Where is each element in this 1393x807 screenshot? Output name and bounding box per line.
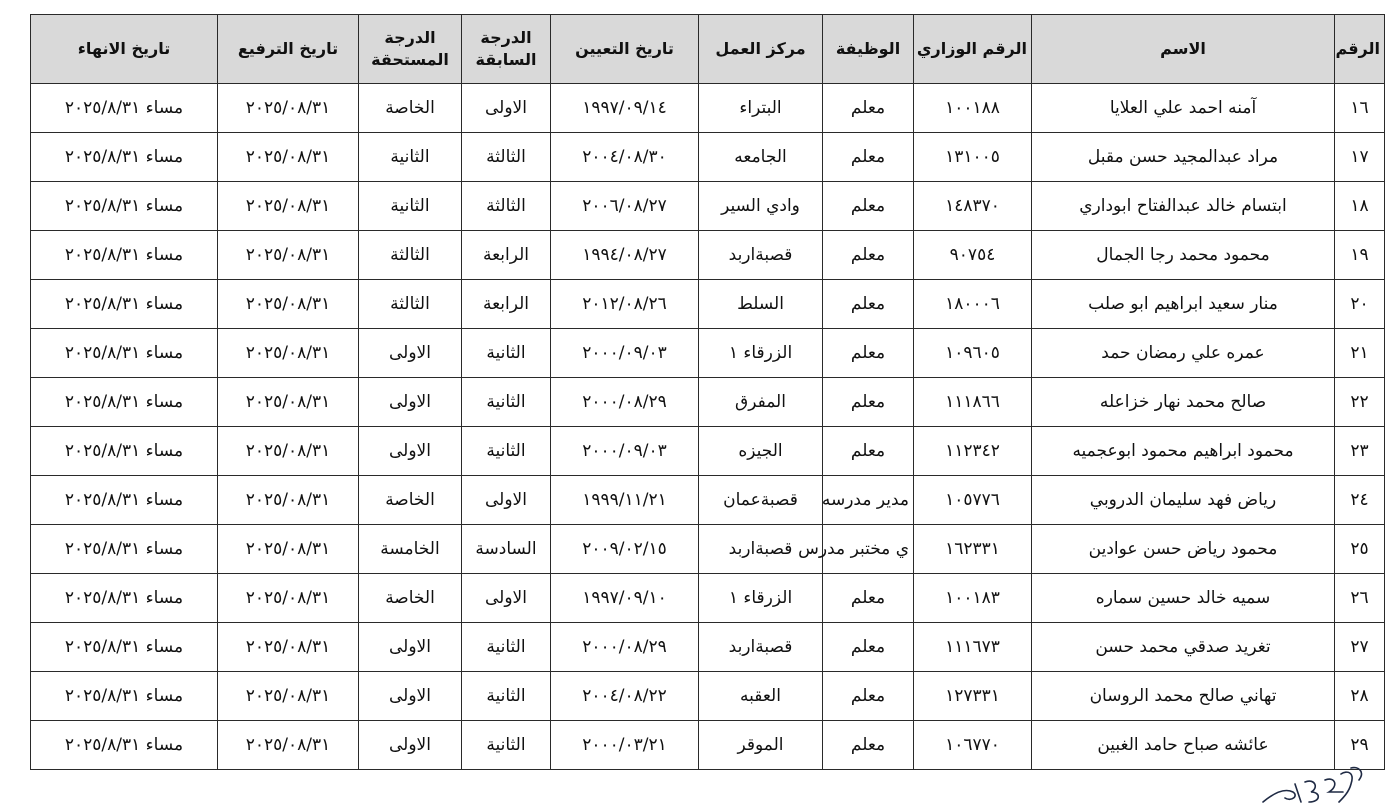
row-end-date: مساء ٢٠٢٥/٨/٣١ xyxy=(31,231,218,280)
row-ministry-no: ١٠٦٧٧٠ xyxy=(914,721,1032,770)
row-ministry-no: ١٠٠١٨٨ xyxy=(914,84,1032,133)
row-job: معلم xyxy=(823,84,914,133)
table-row xyxy=(31,231,1385,280)
row-ministry-no: ١٠٠١٨٣ xyxy=(914,574,1032,623)
row-prev-grade: الثانية xyxy=(462,329,551,378)
row-job: معلم xyxy=(823,133,914,182)
row-promotion-date: ٢٠٢٥/٠٨/٣١ xyxy=(218,329,359,378)
table-header-row xyxy=(31,15,1385,84)
row-promotion-date: ٢٠٢٥/٠٨/٣١ xyxy=(218,672,359,721)
row-due-grade: الاولى xyxy=(359,721,462,770)
row-promotion-date: ٢٠٢٥/٠٨/٣١ xyxy=(218,476,359,525)
row-promotion-date: ٢٠٢٥/٠٨/٣١ xyxy=(218,280,359,329)
row-appointment-date: ٢٠٠٠/٠٩/٠٣ xyxy=(551,329,699,378)
table-row xyxy=(31,525,1385,574)
row-prev-grade: الثانية xyxy=(462,721,551,770)
row-name: عائشه صباح حامد الغبين xyxy=(1032,721,1335,770)
row-due-grade: الاولى xyxy=(359,623,462,672)
row-num: ٢٣ xyxy=(1335,427,1385,476)
table-row xyxy=(31,623,1385,672)
row-num: ١٨ xyxy=(1335,182,1385,231)
table-row xyxy=(31,182,1385,231)
row-name: ابتسام خالد عبدالفتاح ابوداري xyxy=(1032,182,1335,231)
row-appointment-date: ٢٠١٢/٠٨/٢٦ xyxy=(551,280,699,329)
row-due-grade: الخامسة xyxy=(359,525,462,574)
row-ministry-no: ٩٠٧٥٤ xyxy=(914,231,1032,280)
row-name: مراد عبدالمجيد حسن مقبل xyxy=(1032,133,1335,182)
row-work-center: الزرقاء ١ xyxy=(699,574,823,623)
row-name: محمود ابراهيم محمود ابوعجميه xyxy=(1032,427,1335,476)
row-job: معلم xyxy=(823,231,914,280)
row-work-center: الجامعه xyxy=(699,133,823,182)
row-work-center: قصبةعمان xyxy=(699,476,823,525)
row-prev-grade: الثانية xyxy=(462,378,551,427)
row-num: ١٦ xyxy=(1335,84,1385,133)
row-promotion-date: ٢٠٢٥/٠٨/٣١ xyxy=(218,623,359,672)
row-name: تهاني صالح محمد الروسان xyxy=(1032,672,1335,721)
row-due-grade: الثانية xyxy=(359,133,462,182)
row-due-grade: الثانية xyxy=(359,182,462,231)
row-num: ٢٠ xyxy=(1335,280,1385,329)
row-work-center: الجيزه xyxy=(699,427,823,476)
row-num: ١٩ xyxy=(1335,231,1385,280)
row-name: رياض فهد سليمان الدروبي xyxy=(1032,476,1335,525)
signature-icon xyxy=(1255,762,1375,806)
row-end-date: مساء ٢٠٢٥/٨/٣١ xyxy=(31,280,218,329)
row-prev-grade: الاولى xyxy=(462,84,551,133)
row-appointment-date: ١٩٩٤/٠٨/٢٧ xyxy=(551,231,699,280)
header-num: الرقم xyxy=(1335,15,1385,84)
table-row xyxy=(31,672,1385,721)
row-job: معلم xyxy=(823,427,914,476)
table-row xyxy=(31,721,1385,770)
row-due-grade: الثالثة xyxy=(359,280,462,329)
row-job: معلم xyxy=(823,378,914,427)
row-appointment-date: ٢٠٠٩/٠٢/١٥ xyxy=(551,525,699,574)
table-body xyxy=(31,84,1385,770)
row-job: ي مختبر مدرس xyxy=(823,525,914,574)
row-prev-grade: الثانية xyxy=(462,427,551,476)
row-prev-grade: الرابعة xyxy=(462,231,551,280)
row-num: ٢٨ xyxy=(1335,672,1385,721)
row-ministry-no: ١١١٨٦٦ xyxy=(914,378,1032,427)
row-prev-grade: السادسة xyxy=(462,525,551,574)
row-work-center: الزرقاء ١ xyxy=(699,329,823,378)
header-prev-grade: الدرجة السابقة xyxy=(462,15,551,84)
row-work-center: وادي السير xyxy=(699,182,823,231)
row-num: ٢٤ xyxy=(1335,476,1385,525)
row-name: عمره علي رمضان حمد xyxy=(1032,329,1335,378)
header-work-center: مركز العمل xyxy=(699,15,823,84)
row-ministry-no: ١٤٨٣٧٠ xyxy=(914,182,1032,231)
row-end-date: مساء ٢٠٢٥/٨/٣١ xyxy=(31,133,218,182)
header-ministry-no: الرقم الوزاري xyxy=(914,15,1032,84)
table-row xyxy=(31,84,1385,133)
row-appointment-date: ٢٠٠٠/٠٣/٢١ xyxy=(551,721,699,770)
row-work-center: قصبةاربد xyxy=(699,231,823,280)
row-end-date: مساء ٢٠٢٥/٨/٣١ xyxy=(31,721,218,770)
row-appointment-date: ٢٠٠٠/٠٨/٢٩ xyxy=(551,623,699,672)
table-row xyxy=(31,427,1385,476)
row-prev-grade: الثالثة xyxy=(462,182,551,231)
header-promotion-date: تاريخ الترفيع xyxy=(218,15,359,84)
row-job: معلم xyxy=(823,672,914,721)
row-job: مدير مدرسه xyxy=(823,476,914,525)
row-name: محمود محمد رجا الجمال xyxy=(1032,231,1335,280)
row-job: معلم xyxy=(823,623,914,672)
row-due-grade: الثالثة xyxy=(359,231,462,280)
row-appointment-date: ١٩٩٧/٠٩/١٠ xyxy=(551,574,699,623)
row-num: ٢٩ xyxy=(1335,721,1385,770)
row-promotion-date: ٢٠٢٥/٠٨/٣١ xyxy=(218,721,359,770)
row-name: منار سعيد ابراهيم ابو صلب xyxy=(1032,280,1335,329)
row-ministry-no: ١٢٧٣٣١ xyxy=(914,672,1032,721)
row-num: ٢٧ xyxy=(1335,623,1385,672)
row-end-date: مساء ٢٠٢٥/٨/٣١ xyxy=(31,182,218,231)
header-end-date: تاريخ الانهاء xyxy=(31,15,218,84)
row-end-date: مساء ٢٠٢٥/٨/٣١ xyxy=(31,427,218,476)
row-job: معلم xyxy=(823,182,914,231)
row-job: معلم xyxy=(823,721,914,770)
row-due-grade: الاولى xyxy=(359,672,462,721)
row-name: صالح محمد نهار خزاعله xyxy=(1032,378,1335,427)
row-num: ١٧ xyxy=(1335,133,1385,182)
header-name: الاسم xyxy=(1032,15,1335,84)
row-name: آمنه احمد علي العلايا xyxy=(1032,84,1335,133)
row-work-center: قصبةاربد xyxy=(699,623,823,672)
row-prev-grade: الاولى xyxy=(462,574,551,623)
table-row xyxy=(31,280,1385,329)
row-prev-grade: الرابعة xyxy=(462,280,551,329)
row-ministry-no: ١٦٢٣٣١ xyxy=(914,525,1032,574)
row-work-center: العقبه xyxy=(699,672,823,721)
row-job: معلم xyxy=(823,329,914,378)
row-prev-grade: الثانية xyxy=(462,623,551,672)
promotions-table xyxy=(30,14,1385,770)
row-due-grade: الاولى xyxy=(359,329,462,378)
header-appointment-date: تاريخ التعيين xyxy=(551,15,699,84)
row-end-date: مساء ٢٠٢٥/٨/٣١ xyxy=(31,378,218,427)
row-ministry-no: ١٣١٠٠٥ xyxy=(914,133,1032,182)
row-name: تغريد صدقي محمد حسن xyxy=(1032,623,1335,672)
row-name: محمود رياض حسن عوادين xyxy=(1032,525,1335,574)
row-num: ٢١ xyxy=(1335,329,1385,378)
row-appointment-date: ١٩٩٩/١١/٢١ xyxy=(551,476,699,525)
row-job: معلم xyxy=(823,574,914,623)
row-work-center: الموقر xyxy=(699,721,823,770)
row-work-center: البتراء xyxy=(699,84,823,133)
row-due-grade: الخاصة xyxy=(359,476,462,525)
row-promotion-date: ٢٠٢٥/٠٨/٣١ xyxy=(218,574,359,623)
row-due-grade: الخاصة xyxy=(359,574,462,623)
row-name: سميه خالد حسين سماره xyxy=(1032,574,1335,623)
row-ministry-no: ١٨٠٠٠٦ xyxy=(914,280,1032,329)
row-promotion-date: ٢٠٢٥/٠٨/٣١ xyxy=(218,84,359,133)
row-end-date: مساء ٢٠٢٥/٨/٣١ xyxy=(31,84,218,133)
row-job: معلم xyxy=(823,280,914,329)
row-num: ٢٦ xyxy=(1335,574,1385,623)
table-row xyxy=(31,476,1385,525)
row-promotion-date: ٢٠٢٥/٠٨/٣١ xyxy=(218,427,359,476)
row-appointment-date: ٢٠٠٠/٠٩/٠٣ xyxy=(551,427,699,476)
row-work-center: المفرق xyxy=(699,378,823,427)
row-ministry-no: ١١١٦٧٣ xyxy=(914,623,1032,672)
header-due-grade: الدرجة المستحقة xyxy=(359,15,462,84)
row-promotion-date: ٢٠٢٥/٠٨/٣١ xyxy=(218,182,359,231)
row-promotion-date: ٢٠٢٥/٠٨/٣١ xyxy=(218,525,359,574)
row-due-grade: الخاصة xyxy=(359,84,462,133)
row-ministry-no: ١٠٥٧٧٦ xyxy=(914,476,1032,525)
row-due-grade: الاولى xyxy=(359,378,462,427)
row-appointment-date: ١٩٩٧/٠٩/١٤ xyxy=(551,84,699,133)
table-row xyxy=(31,378,1385,427)
header-job: الوظيفة xyxy=(823,15,914,84)
row-due-grade: الاولى xyxy=(359,427,462,476)
row-work-center: السلط xyxy=(699,280,823,329)
row-end-date: مساء ٢٠٢٥/٨/٣١ xyxy=(31,672,218,721)
row-appointment-date: ٢٠٠٤/٠٨/٢٢ xyxy=(551,672,699,721)
table-row xyxy=(31,574,1385,623)
row-work-center: قصبةاربد xyxy=(699,525,823,574)
row-end-date: مساء ٢٠٢٥/٨/٣١ xyxy=(31,525,218,574)
row-end-date: مساء ٢٠٢٥/٨/٣١ xyxy=(31,476,218,525)
row-appointment-date: ٢٠٠٦/٠٨/٢٧ xyxy=(551,182,699,231)
row-prev-grade: الثانية xyxy=(462,672,551,721)
row-promotion-date: ٢٠٢٥/٠٨/٣١ xyxy=(218,133,359,182)
row-end-date: مساء ٢٠٢٥/٨/٣١ xyxy=(31,574,218,623)
row-appointment-date: ٢٠٠٤/٠٨/٣٠ xyxy=(551,133,699,182)
row-prev-grade: الثالثة xyxy=(462,133,551,182)
row-appointment-date: ٢٠٠٠/٠٨/٢٩ xyxy=(551,378,699,427)
row-promotion-date: ٢٠٢٥/٠٨/٣١ xyxy=(218,378,359,427)
row-end-date: مساء ٢٠٢٥/٨/٣١ xyxy=(31,329,218,378)
table-row xyxy=(31,329,1385,378)
table-row xyxy=(31,133,1385,182)
row-end-date: مساء ٢٠٢٥/٨/٣١ xyxy=(31,623,218,672)
row-num: ٢٥ xyxy=(1335,525,1385,574)
row-promotion-date: ٢٠٢٥/٠٨/٣١ xyxy=(218,231,359,280)
row-ministry-no: ١١٢٣٤٢ xyxy=(914,427,1032,476)
row-prev-grade: الاولى xyxy=(462,476,551,525)
row-num: ٢٢ xyxy=(1335,378,1385,427)
row-ministry-no: ١٠٩٦٠٥ xyxy=(914,329,1032,378)
